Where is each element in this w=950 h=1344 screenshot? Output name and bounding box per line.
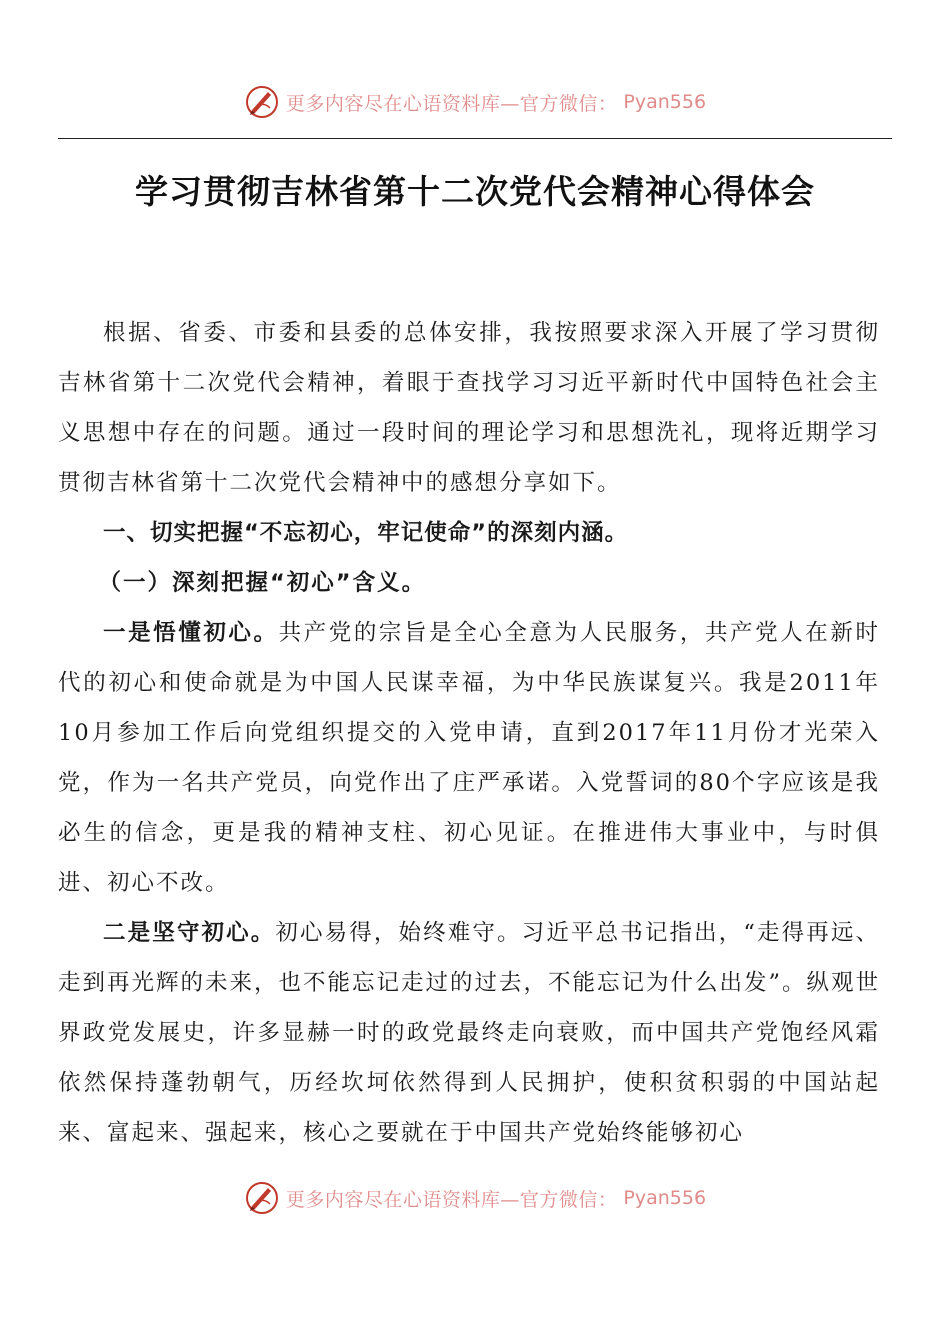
watermark-wechat-id: Pyan556 [623,1187,707,1209]
point-paragraph [58,908,880,1158]
document-title: 学习贯彻吉林省第十二次党代会精神心得体会 [135,172,815,211]
section-heading: 一、切实把握“不忘初心，牢记使命”的深刻内涵。 [103,520,629,546]
point-text: 共产党的宗旨是全心全意为人民服务，共产党人在新时代的初心和使命就是为中国人民谋幸福，为中华民族谋复兴。我是2011年10月参加工作后向党组织提交的入党申请，直到2017年11月份才光荣入党，作为一名共产党员，向党作出了庄严承诺。入党誓词的80个字应该是我必生的信念，更是我的精神支柱、初心见证。在推进伟大事业中，与时俱进、初心不改。 [58,620,880,896]
document-body [58,308,880,1158]
point-lead: 一是悟懂初心。 [103,620,279,646]
point-lead: 二是坚守初心。 [103,920,276,946]
watermark-text: 更多内容尽在心语资料库—官方微信： [285,1188,618,1211]
point-text: 初心易得，始终难守。习近平总书记指出，“走得再远、走到再光辉的未来，也不能忘记走过的过去，不能忘记为什么出发”。纵观世界政党发展史，许多显赫一时的政党最终走向衰败，而中国共产党饱经风霜依然保持蓬勃朝气，历经坎坷依然得到人民拥护，使积贫积弱的中国站起来、富起来、强起来，核心之要就在于中国共产党始终能够初心 [58,920,881,1146]
intro-paragraph: 根据、省委、市委和县委的总体安排，我按照要求深入开展了学习贯彻吉林省第十二次党代会精神，着眼于查找学习习近平新时代中国特色社会主义思想中存在的问题。通过一段时间的理论学习和思想洗礼，现将近期学习贯彻吉林省第十二次党代会精神中的感想分享如下。 [58,320,880,496]
header-divider [58,138,892,139]
pen-circle-logo-icon [244,84,280,120]
watermark-footer [0,1178,950,1218]
point-paragraph [58,608,880,908]
watermark-text: 更多内容尽在心语资料库—官方微信： [285,92,618,115]
watermark-header [0,82,950,122]
subsection-heading: （一）深刻把握“初心”含义。 [98,570,427,596]
watermark-wechat-id: Pyan556 [623,91,707,113]
pen-circle-logo-icon [244,1180,280,1216]
